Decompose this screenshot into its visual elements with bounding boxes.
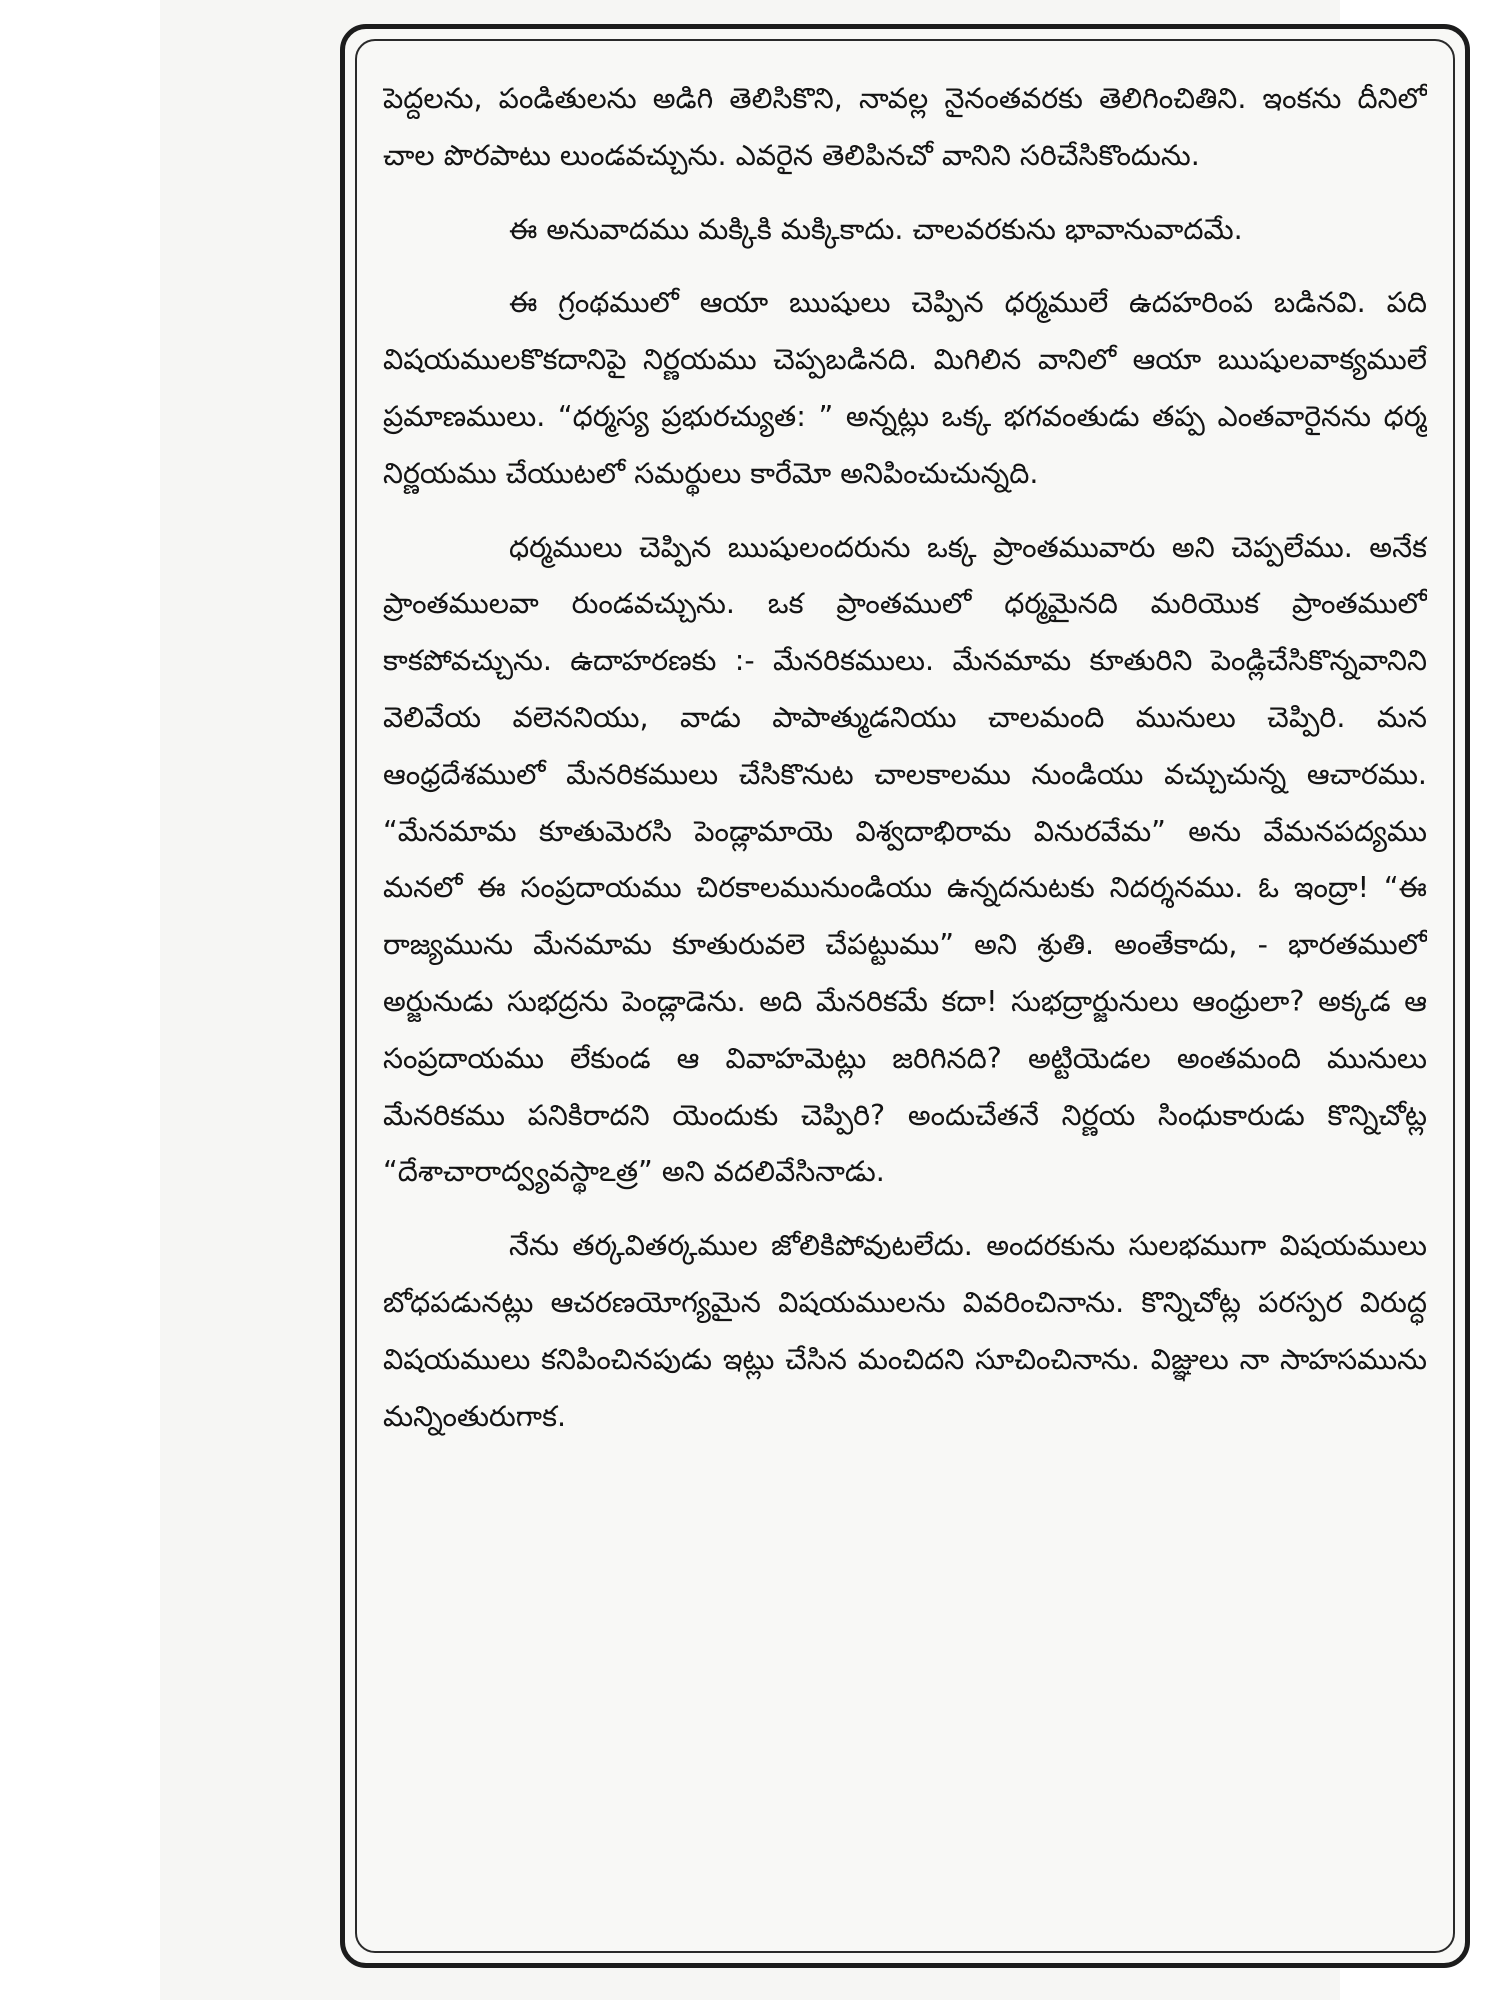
- page-border-inner: [355, 39, 1455, 1953]
- scanned-page: [160, 0, 1427, 2000]
- paragraph-2: ఈ అనువాదము మక్కికి మక్కికాదు. చాలవరకును భావానువాదమే.: [509, 212, 1243, 246]
- document-body: [383, 71, 1427, 1925]
- paragraph-3: ఈ గ్రంథములో ఆయా ఋషులు చెప్పిన ధర్మములే ఉదహరింప బడినవి. పది విషయములకొకదానిపై నిర్ణయము చెప్పబడినది. మిగిలిన వానిలో ఆయా ఋషులవాక్యములే ప్రమాణములు. “ధర్మస్య ప్రభురచ్యుత: ” అన్నట్లు ఒక్క భగవంతుడు తప్ప ఎంతవారైనను ధర్మ నిర్ణయము చేయుటలో సమర్థులు కారేమో అనిపించుచున్నది.: [383, 286, 1427, 490]
- page-border-outer: [340, 24, 1470, 1968]
- paragraph-4: ధర్మములు చెప్పిన ఋషులందరును ఒక్క ప్రాంతమువారు అని చెప్పలేము. అనేక ప్రాంతములవా రుండవచ్చును. ఒక ప్రాంతములో ధర్మమైనది మరియొక ప్రాంతములో కాకపోవచ్చును. ఉదాహరణకు :- మేనరికములు. మేనమామ కూతురిని పెండ్లిచేసికొన్నవానిని వెలివేయ వలెననియు, వాడు పాపాత్ముడనియు చాలమంది మునులు చెప్పిరి. మన ఆంధ్రదేశములో మేనరికములు చేసికొనుట చాలకాలము నుండియు వచ్చుచున్న ఆచారము. “మేనమామ కూతుమెరసి పెండ్లామాయె విశ్వదాభిరామ వినురవేమ” అను వేమనపద్యము మనలో ఈ సంప్రదాయము చిరకాలమునుండియు ఉన్నదనుటకు నిదర్శనము. ఓ ఇంద్రా! “ఈ రాజ్యమును మేనమామ కూతురువలె చేపట్టుము” అని శ్రుతి. అంతేకాదు, - భారతములో అర్జునుడు సుభద్రను పెండ్లాడెను. అది మేనరికమే కదా! సుభద్రార్జునులు ఆంధ్రులా? అక్కడ ఆ సంప్రదాయము లేకుండ ఆ వివాహమెట్లు జరిగినది? అట్టియెడల అంతమంది మునులు మేనరికము పనికిరాదని యెందుకు చెప్పిరి? అందుచేతనే నిర్ణయ సింధుకారుడు కొన్నిచోట్ల “దేశాచారాద్వ్యవస్థాఽత్ర” అని వదలివేసినాడు.: [383, 530, 1427, 1189]
- paragraph-5: నేను తర్కవితర్కముల జోలికిపోవుటలేదు. అందరకును సులభముగా విషయములు బోధపడునట్లు ఆచరణయోగ్యమైన విషయములను వివరించినాను. కొన్నిచోట్ల పరస్పర విరుద్ధ విషయములు కనిపించినపుడు ఇట్లు చేసిన మంచిదని సూచించినాను. విజ్ఞులు నా సాహసమును మన్నింతురుగాక.: [383, 1229, 1427, 1433]
- paragraph-1: పెద్దలను, పండితులను అడిగి తెలిసికొని, నావల్ల నైనంతవరకు తెలిగించితిని. ఇంకను దీనిలో చాల పొరపాటు లుండవచ్చును. ఎవరైన తెలిపినచో వానిని సరిచేసికొందును.: [383, 82, 1427, 172]
